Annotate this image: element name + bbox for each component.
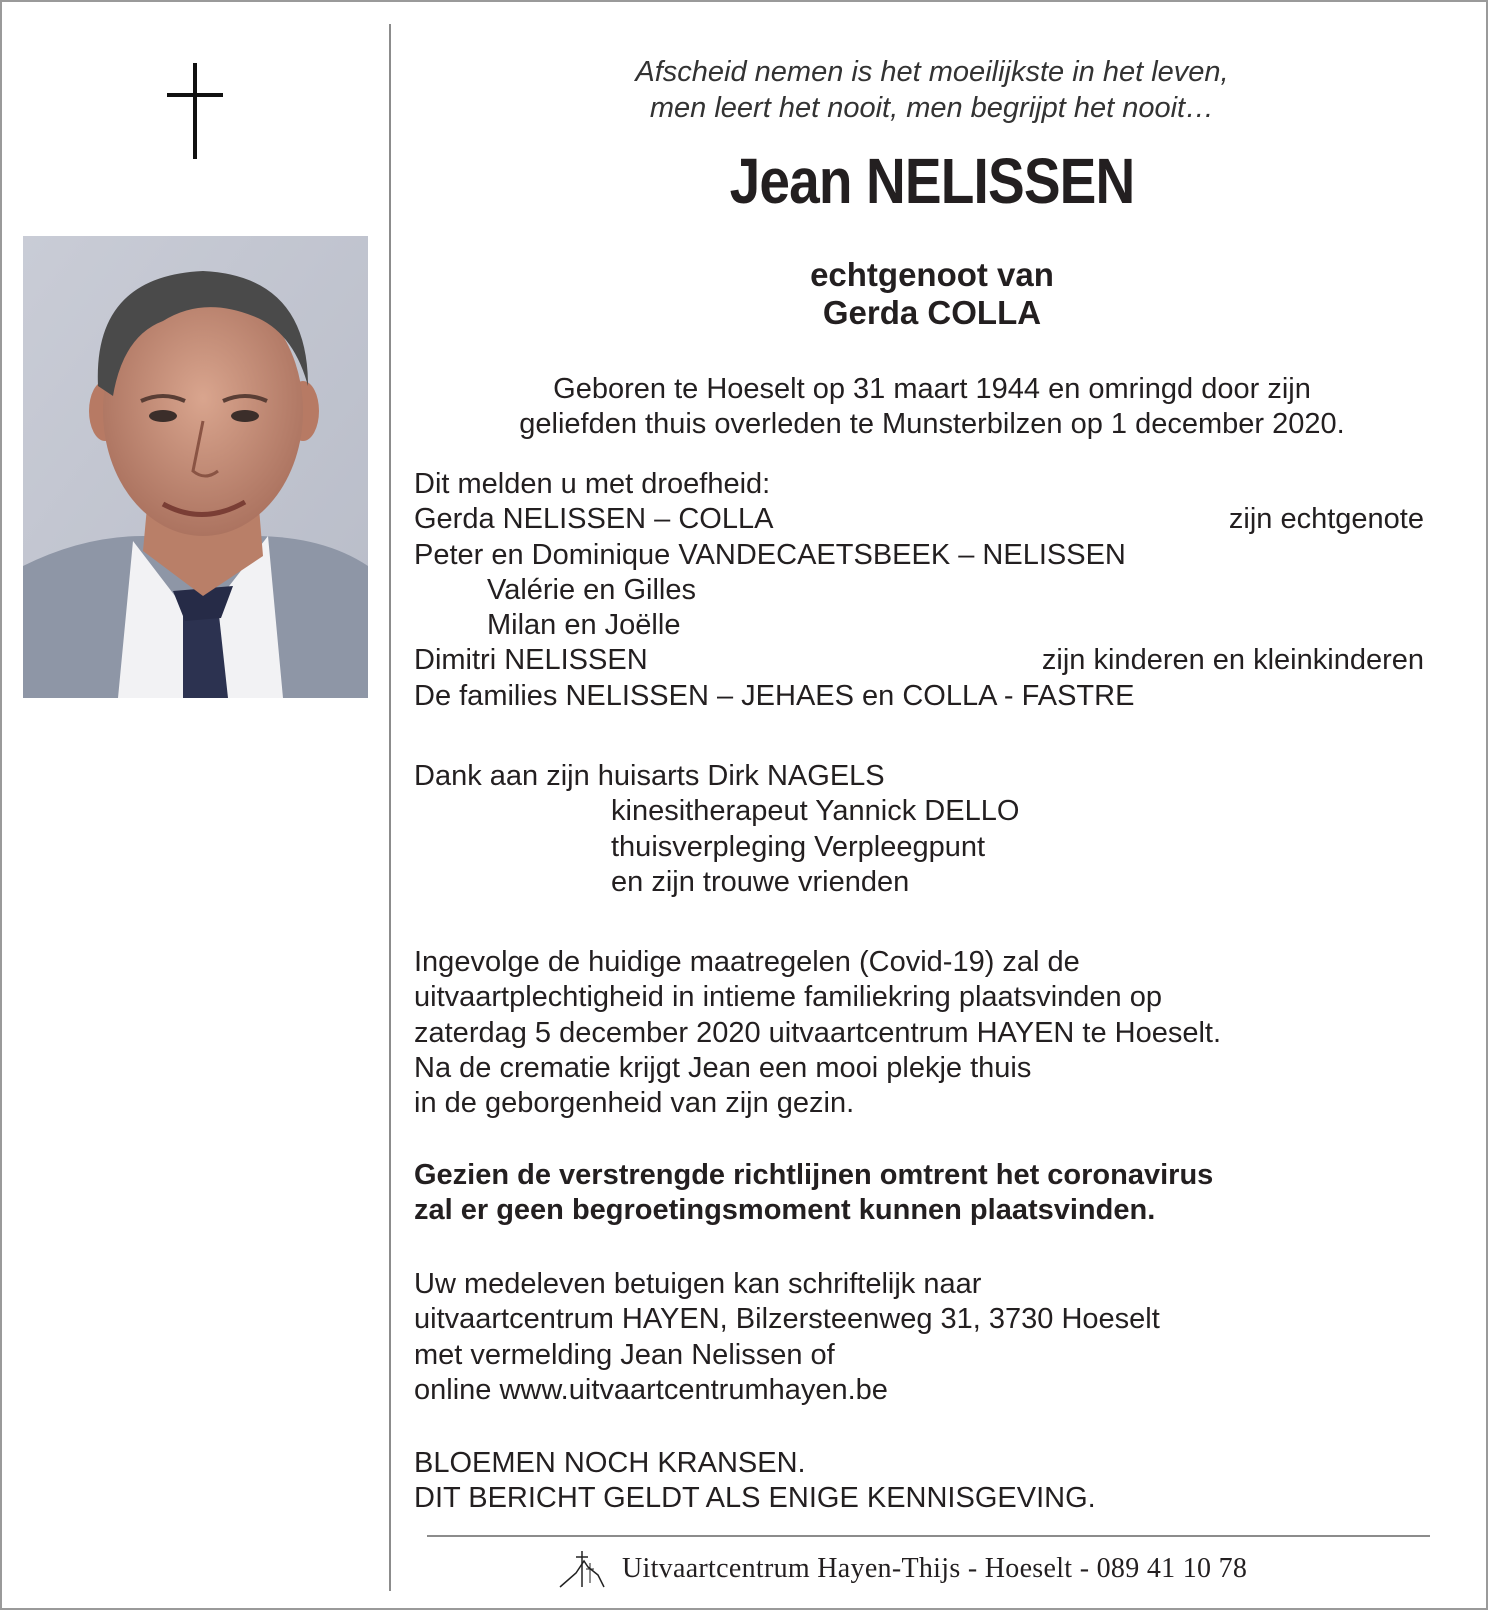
ceremony-line: Na de crematie krijgt Jean een mooi plekje thuis	[414, 1051, 1032, 1084]
ceremony-block	[414, 945, 1424, 1121]
thanks-line: Dank aan zijn huisarts Dirk NAGELS	[414, 760, 885, 792]
portrait-photo	[23, 236, 368, 698]
deceased-name: Jean NELISSEN	[729, 145, 1135, 217]
mourner-row	[414, 608, 1424, 643]
thanks-line: thuisverpleging Verpleegpunt	[611, 830, 986, 863]
condolences-line: Uw medeleven betuigen kan schriftelijk naar	[414, 1268, 982, 1300]
mourner-row	[414, 679, 1424, 714]
right-column	[414, 2, 1450, 1608]
thanks-block	[414, 759, 1424, 900]
condolences-line: online www.uitvaartcentrumhayen.be	[414, 1373, 888, 1406]
mourner-name: Dimitri NELISSEN	[414, 644, 648, 677]
thanks-line: en zijn trouwe vrienden	[611, 865, 910, 898]
funeral-home-footer	[558, 1547, 1418, 1591]
closing-line: BLOEMEN NOCH KRANSEN.	[414, 1447, 806, 1479]
condolences-line: uitvaartcentrum HAYEN, Bilzersteenweg 31, 3730 Hoeselt	[414, 1303, 1160, 1336]
closing-block	[414, 1446, 1424, 1517]
cross-icon	[167, 63, 223, 159]
condolences-line: met vermelding Jean Nelissen of	[414, 1338, 835, 1371]
funeral-home-logo-icon	[558, 1547, 606, 1591]
birth-death-line: geliefden thuis overleden te Munsterbilzen op 1 december 2020.	[519, 408, 1345, 440]
mourner-role: zijn echtgenote	[1228, 503, 1424, 536]
mourner-name: Milan en Joëlle	[487, 609, 681, 642]
mourner-name: Peter en Dominique VANDECAETSBEEK – NELISSEN	[414, 538, 1126, 571]
motto-line: men leert het nooit, men begrijpt het nooit…	[649, 92, 1215, 124]
birth-death-line: Geboren te Hoeselt op 31 maart 1944 en omringd door zijn	[553, 373, 1311, 405]
footer-divider	[427, 1535, 1430, 1537]
mourner-name: Gerda NELISSEN – COLLA	[414, 503, 774, 536]
notice-line: zal er geen begroetingsmoment kunnen plaatsvinden.	[414, 1194, 1156, 1227]
mourner-row	[414, 502, 1424, 537]
condolences-block	[414, 1267, 1424, 1408]
notice-block	[414, 1158, 1424, 1229]
thanks-line: kinesitherapeut Yannick DELLO	[611, 795, 1020, 828]
ceremony-line: uitvaartplechtigheid in intieme familiekring plaatsvinden op	[414, 981, 1162, 1014]
left-column	[2, 2, 390, 1608]
spouse-name: Gerda COLLA	[822, 294, 1042, 331]
mourner-row	[414, 643, 1424, 678]
mourners-intro: Dit melden u met droefheid:	[414, 468, 771, 500]
relation-label: echtgenoot van	[810, 256, 1054, 293]
mourner-name: De families NELISSEN – JEHAES en COLLA - FASTRE	[414, 679, 1135, 712]
footer-text: Uitvaartcentrum Hayen-Thijs - Hoeselt - 089 41 10 78	[622, 1553, 1248, 1584]
mourner-role: zijn kinderen en kleinkinderen	[1041, 644, 1424, 677]
notice-line: Gezien de verstrengde richtlijnen omtrent het coronavirus	[414, 1159, 1214, 1191]
closing-line: DIT BERICHT GELDT ALS ENIGE KENNISGEVING.	[414, 1482, 1096, 1515]
mourner-row	[414, 573, 1424, 608]
motto	[414, 54, 1450, 126]
mourner-name: Valérie en Gilles	[487, 573, 697, 606]
mourners-list	[414, 467, 1424, 714]
column-divider	[389, 24, 391, 1591]
birth-death-text	[414, 372, 1450, 442]
ceremony-line: in de geborgenheid van zijn gezin.	[414, 1087, 855, 1120]
mourner-row	[414, 538, 1424, 573]
ceremony-line: zaterdag 5 december 2020 uitvaartcentrum HAYEN te Hoeselt.	[414, 1016, 1222, 1049]
ceremony-line: Ingevolge de huidige maatregelen (Covid-19) zal de	[414, 946, 1080, 978]
spouse-block	[414, 256, 1450, 332]
motto-line: Afscheid nemen is het moeilijkste in het leven,	[635, 56, 1229, 88]
